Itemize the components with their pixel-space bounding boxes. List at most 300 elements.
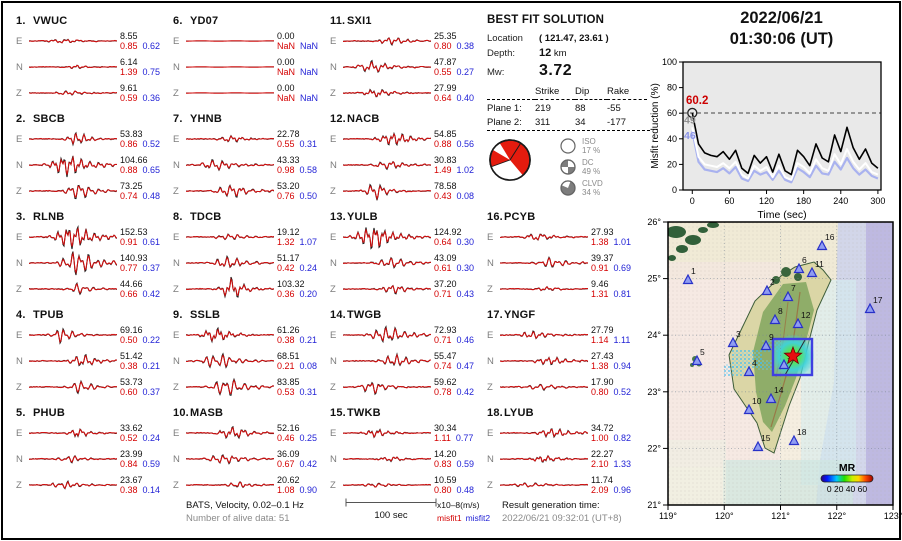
misfit1-value: 1.11 [434, 433, 451, 443]
channel-values [434, 351, 482, 371]
amplitude-value: 10.59 [434, 475, 457, 485]
channel-row [173, 54, 325, 80]
misfit-values [434, 93, 482, 103]
mr-colorbar [821, 475, 873, 482]
waveform-trace [500, 322, 588, 348]
station-map-number: 1 [691, 266, 696, 276]
channel-row [330, 446, 482, 472]
misfit1-value: 2.10 [591, 459, 609, 469]
waveform-trace [343, 276, 431, 302]
waveform-trace [186, 446, 274, 472]
station-number: 15. [330, 407, 346, 419]
misfit1-value: 0.38 [120, 361, 138, 371]
misfit2-value: 0.27 [456, 67, 475, 77]
station-name: PHUB [33, 407, 65, 419]
misfit-values [120, 139, 168, 149]
channel-row [487, 276, 639, 302]
amplitude-value: 0.00 [277, 31, 295, 41]
channel-row [330, 276, 482, 302]
svg-text:80: 80 [666, 82, 677, 93]
svg-text:60: 60 [666, 108, 677, 119]
channel-row [16, 348, 168, 374]
channel-values [591, 377, 639, 397]
misfit-values [120, 263, 168, 273]
amplitude-value: 43.09 [434, 253, 457, 263]
channel-row [16, 54, 168, 80]
station-map-number: 18 [797, 427, 807, 437]
waveform-trace [186, 276, 274, 302]
channel-label: E [487, 427, 494, 439]
amplitude-value: 22.78 [277, 129, 300, 139]
iso-pct: 17 % [582, 146, 601, 155]
amplitude-value: 73.25 [120, 181, 143, 191]
channel-row [173, 28, 325, 54]
amplitude-value: 20.62 [277, 475, 300, 485]
channel-label: N [16, 61, 23, 73]
channel-row [173, 472, 325, 498]
channel-label: E [330, 329, 337, 341]
channel-row [330, 80, 482, 106]
channel-row [16, 250, 168, 276]
misfit1-value: 0.55 [434, 67, 452, 77]
amplitude-value: 23.67 [120, 475, 143, 485]
station-number: 8. [173, 211, 183, 223]
station-name: SXI1 [347, 15, 372, 27]
waveform-trace [500, 472, 588, 498]
misfit-values [591, 485, 639, 495]
amplitude-value: 53.20 [277, 181, 300, 191]
svg-text:123°: 123° [883, 511, 902, 520]
channel-row [16, 322, 168, 348]
misfit-values [277, 139, 325, 149]
svg-text:119°: 119° [659, 511, 677, 520]
event-date: 2022/06/21 [740, 9, 823, 27]
channel-label: N [173, 159, 180, 171]
station-name: TWKB [347, 407, 381, 419]
channel-values [277, 279, 325, 299]
misfit1-value: 0.38 [120, 485, 138, 495]
channel-label: N [330, 159, 337, 171]
channel-label: N [16, 453, 23, 465]
svg-text:60: 60 [724, 196, 735, 206]
misfit2-value: 0.24 [142, 433, 161, 443]
scalebar-icon [345, 498, 437, 507]
channel-row [16, 178, 168, 204]
amplitude-value: 23.99 [120, 449, 143, 459]
plane2-label: Plane 2: [487, 117, 522, 128]
channel-label: E [16, 329, 23, 341]
channel-label: E [16, 427, 23, 439]
channel-label: E [173, 329, 180, 341]
waveform-trace [186, 28, 274, 54]
channel-row [487, 420, 639, 446]
amplitude-units-label: x10–8(m/s) [437, 500, 480, 510]
station-title [173, 211, 325, 223]
channel-values [434, 129, 482, 149]
misfit1-value: 0.50 [120, 335, 138, 345]
misfit2-value: 0.58 [299, 165, 318, 175]
misfit2-value: 0.52 [613, 387, 632, 397]
channel-label: E [16, 35, 23, 47]
misfit-values [277, 289, 325, 299]
svg-text:20: 20 [666, 159, 677, 170]
channel-row [173, 80, 325, 106]
clvd-item [559, 179, 603, 197]
waveform-trace [29, 152, 117, 178]
channel-values [120, 31, 168, 51]
channel-values [277, 181, 325, 201]
amplitude-value: 0.00 [277, 83, 295, 93]
channel-row [330, 348, 482, 374]
misfit2-value: 0.37 [142, 387, 161, 397]
station-name: SBCB [33, 113, 65, 125]
channel-row [330, 28, 482, 54]
dc-beachball-icon [559, 158, 577, 176]
channel-values [120, 83, 168, 103]
misfit1-value: NaN [277, 41, 296, 51]
amplitude-value: 27.43 [591, 351, 614, 361]
channel-values [434, 377, 482, 397]
amplitude-value: 69.16 [120, 325, 143, 335]
clvd-pct: 34 % [582, 188, 601, 197]
misfit-values [277, 387, 325, 397]
channel-row [173, 250, 325, 276]
waveform-trace [186, 420, 274, 446]
channel-row [173, 446, 325, 472]
misfit2-value: 0.90 [299, 485, 318, 495]
misfit1-value: 0.21 [277, 361, 295, 371]
svg-text:0: 0 [689, 196, 695, 206]
channel-values [591, 279, 639, 299]
station-number: 14. [330, 309, 346, 321]
waveform-trace [500, 348, 588, 374]
misfit2-value: 0.75 [142, 67, 161, 77]
mw-value: 3.72 [539, 62, 573, 79]
station-name: VWUC [33, 15, 68, 27]
amplitude-value: 59.62 [434, 377, 457, 387]
misfit1-value: 0.80 [434, 485, 452, 495]
channel-label: Z [330, 185, 336, 197]
station-name: TPUB [33, 309, 64, 321]
channel-label: E [16, 133, 23, 145]
waveform-trace [29, 28, 117, 54]
misfit2-value: 0.52 [142, 139, 161, 149]
misfit1-value: 0.85 [120, 41, 138, 51]
channel-label: Z [487, 381, 493, 393]
amplitude-value: 19.12 [277, 227, 300, 237]
misfit2-value: 0.59 [456, 459, 475, 469]
scalebar-label: 100 sec [374, 510, 408, 521]
misfit1-value: 0.38 [277, 335, 295, 345]
channel-label: N [487, 257, 494, 269]
table-divider [487, 130, 650, 131]
channel-row [16, 374, 168, 400]
station-block [16, 309, 168, 400]
station-block [16, 15, 168, 106]
misfit-values [120, 335, 168, 345]
station-name: TDCB [190, 211, 222, 223]
misfit1-value: 0.91 [591, 263, 609, 273]
misfit2-value: 0.43 [456, 289, 475, 299]
channel-label: N [330, 61, 337, 73]
misfit2-value: NaN [300, 41, 319, 51]
amplitude-value: 34.72 [591, 423, 614, 433]
svg-text:100: 100 [661, 57, 677, 67]
misfit2-value: 0.24 [299, 263, 318, 273]
plane1-label: Plane 1: [487, 103, 522, 114]
channel-row [330, 472, 482, 498]
svg-text:49: 49 [684, 114, 696, 127]
misfit1-value: NaN [277, 93, 296, 103]
station-block [173, 407, 325, 498]
misfit1-value: 0.52 [120, 433, 138, 443]
plane1-rake: -55 [607, 103, 621, 114]
amplitude-value: 30.83 [434, 155, 457, 165]
station-map-number: 5 [700, 347, 705, 357]
channel-label: N [487, 453, 494, 465]
waveform-trace [343, 80, 431, 106]
channel-values [434, 31, 482, 51]
waveform-trace [343, 126, 431, 152]
waveform-trace [343, 322, 431, 348]
misfit1-value: 0.80 [591, 387, 609, 397]
station-name: SSLB [190, 309, 221, 321]
channel-values [277, 253, 325, 273]
misfit1-value: 0.71 [434, 335, 452, 345]
channel-values [434, 325, 482, 345]
channel-row [330, 54, 482, 80]
station-title [173, 309, 325, 321]
misfit2-value: 1.07 [299, 237, 318, 247]
misfit-values [120, 237, 168, 247]
waveform-trace [29, 250, 117, 276]
misfit-values [591, 237, 639, 247]
misfit2-value: 0.56 [456, 139, 475, 149]
misfit1-value: 0.67 [277, 459, 295, 469]
amplitude-value: 37.20 [434, 279, 457, 289]
channel-row [487, 322, 639, 348]
focal-mechanism-beachball-icon [487, 137, 533, 183]
amplitude-value: 17.90 [591, 377, 614, 387]
iso-item [559, 137, 603, 155]
waveform-trace [343, 446, 431, 472]
channel-label: Z [16, 87, 22, 99]
col-dip: Dip [575, 86, 607, 100]
result-time-label: Result generation time: [502, 500, 600, 511]
misfit2-value: 0.81 [613, 289, 632, 299]
channel-label: Z [330, 381, 336, 393]
misfit1-value: 0.88 [120, 165, 138, 175]
channel-values [434, 475, 482, 495]
channel-values [120, 325, 168, 345]
channel-label: N [16, 159, 23, 171]
station-block [330, 15, 482, 106]
depth-row [487, 47, 650, 59]
channel-values [120, 57, 168, 77]
amplitude-value: 11.74 [591, 475, 613, 485]
misfit2-value: 1.02 [456, 165, 475, 175]
amplitude-value: 61.26 [277, 325, 300, 335]
channel-row [487, 472, 639, 498]
station-name: LYUB [504, 407, 534, 419]
misfit1-value: 0.88 [434, 139, 452, 149]
misfit2-value: NaN [300, 93, 319, 103]
waveform-trace [343, 178, 431, 204]
svg-text:60.2: 60.2 [686, 95, 709, 108]
channel-row [330, 224, 482, 250]
misfit-values [591, 361, 639, 371]
station-title [16, 113, 168, 125]
channel-values [277, 423, 325, 443]
waveform-trace [186, 178, 274, 204]
misfit-values [277, 191, 325, 201]
channel-label: E [173, 35, 180, 47]
misfit2-value: 0.77 [455, 433, 474, 443]
channel-label: Z [173, 479, 179, 491]
misfit-values [277, 335, 325, 345]
channel-row [173, 152, 325, 178]
waveform-trace [343, 28, 431, 54]
plane1-dip: 88 [575, 103, 586, 114]
station-map-number: 9 [769, 332, 774, 342]
misfit1-value: 0.60 [120, 387, 138, 397]
channel-label: N [487, 355, 494, 367]
channel-values [120, 475, 168, 495]
depth-unit: km [553, 48, 567, 59]
misfit1-value: 0.77 [120, 263, 138, 273]
waveform-trace [343, 420, 431, 446]
station-number: 3. [16, 211, 26, 223]
time-scalebar [345, 498, 437, 521]
channel-values [120, 351, 168, 371]
station-title [330, 407, 482, 419]
station-title [330, 309, 482, 321]
amplitude-value: 54.85 [434, 129, 457, 139]
channel-values [277, 83, 325, 103]
channel-label: Z [487, 283, 493, 295]
misfit2-value: 0.31 [299, 139, 318, 149]
misfit1-value: 0.98 [277, 165, 295, 175]
depth-value: 12 [539, 47, 552, 59]
event-time: 01:30:06 (UT) [729, 30, 834, 48]
station-title [173, 113, 325, 125]
station-name: MASB [190, 407, 224, 419]
misfit2-value: 0.21 [142, 361, 161, 371]
amplitude-value: 140.93 [120, 253, 148, 263]
misfit-values [120, 41, 168, 51]
colorbar-ticks: 0 20 40 60 [826, 484, 868, 494]
channel-row [487, 348, 639, 374]
channel-label: N [16, 257, 23, 269]
waveform-trace [29, 348, 117, 374]
channel-row [173, 224, 325, 250]
station-map-number: 3 [736, 329, 741, 339]
channel-label: N [16, 355, 23, 367]
misfit-values [434, 335, 482, 345]
svg-text:23°: 23° [647, 386, 661, 397]
waveform-trace [186, 348, 274, 374]
misfit1-value: 0.74 [120, 191, 138, 201]
misfit2-value: 0.42 [142, 289, 161, 299]
channel-row [16, 446, 168, 472]
channel-row [487, 446, 639, 472]
channel-label: Z [173, 381, 179, 393]
misfit-values [277, 263, 325, 273]
misfit2-value: 0.40 [456, 93, 475, 103]
station-block [173, 309, 325, 400]
station-number: 11. [330, 15, 346, 27]
misfit1-value: 0.59 [120, 93, 138, 103]
channel-values [120, 227, 168, 247]
channel-values [591, 351, 639, 371]
amplitude-value: 44.66 [120, 279, 143, 289]
channel-row [330, 420, 482, 446]
misfit-values [591, 335, 639, 345]
misfit2-value: 0.94 [613, 361, 632, 371]
channel-values [277, 377, 325, 397]
channel-label: N [173, 257, 180, 269]
station-number: 9. [173, 309, 183, 321]
amplitude-value: 124.92 [434, 227, 462, 237]
misfit1-value: 1.08 [277, 485, 295, 495]
station-title [173, 407, 325, 419]
misfit-values [591, 459, 639, 469]
misfit-values [434, 263, 482, 273]
misfit1-value: 0.36 [277, 289, 295, 299]
misfit1-value: 1.38 [591, 361, 609, 371]
amplitude-value: 8.55 [120, 31, 138, 41]
station-number: 6. [173, 15, 183, 27]
channel-label: N [330, 257, 337, 269]
station-block [16, 113, 168, 204]
svg-text:180: 180 [796, 196, 812, 206]
channel-row [487, 374, 639, 400]
station-block [16, 211, 168, 302]
channel-values [277, 351, 325, 371]
misfit-values [591, 387, 639, 397]
channel-row [16, 80, 168, 106]
misfit1-value: 0.64 [434, 93, 452, 103]
channel-values [591, 475, 639, 495]
channel-label: E [330, 231, 337, 243]
station-title [487, 309, 639, 321]
station-number: 13. [330, 211, 346, 223]
channel-label: Z [173, 283, 179, 295]
channel-label: E [330, 427, 337, 439]
channel-values [277, 325, 325, 345]
misfit-values [434, 139, 482, 149]
misfit2-value: 0.46 [456, 335, 475, 345]
station-number: 17. [487, 309, 503, 321]
waveform-trace [186, 374, 274, 400]
channel-label: N [173, 355, 180, 367]
waveform-trace [343, 374, 431, 400]
mechanism-section [487, 137, 650, 200]
misfit2-value: 0.21 [299, 335, 318, 345]
dc-item [559, 158, 603, 176]
amplitude-value: 51.17 [277, 253, 300, 263]
channel-row [16, 28, 168, 54]
misfit1-value: 0.61 [434, 263, 452, 273]
misfit-values [434, 433, 482, 443]
station-block [330, 407, 482, 498]
waveform-trace [29, 178, 117, 204]
station-number: 2. [16, 113, 26, 125]
misfit1-value: NaN [277, 67, 296, 77]
misfit2-value: 0.48 [142, 191, 161, 201]
location-row [487, 33, 650, 44]
best-fit-panel [487, 14, 650, 200]
